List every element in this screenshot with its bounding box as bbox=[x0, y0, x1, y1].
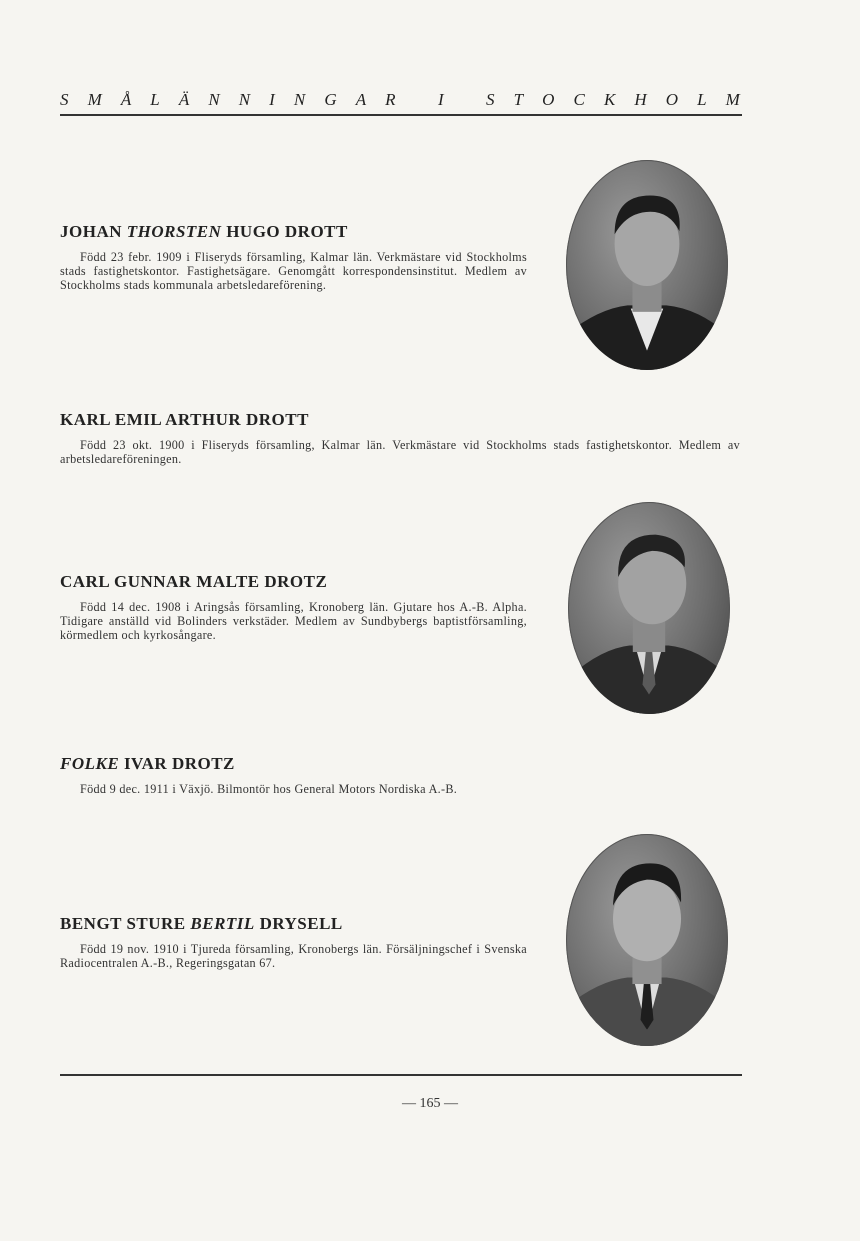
running-head-letter: L bbox=[150, 90, 160, 109]
running-head-letter: N bbox=[238, 90, 251, 109]
biography-entry bbox=[60, 754, 740, 796]
person-name bbox=[60, 222, 527, 242]
portrait-photo bbox=[568, 502, 730, 714]
name-part: BENGT STURE bbox=[60, 914, 191, 933]
running-head-letter: M bbox=[725, 90, 740, 109]
biography-entry bbox=[60, 410, 740, 466]
running-head-letter: R bbox=[385, 90, 396, 109]
name-part: CARL GUNNAR MALTE DROTZ bbox=[60, 572, 328, 591]
running-head-letter: Ä bbox=[178, 90, 190, 109]
running-head-letter: N bbox=[293, 90, 306, 109]
portrait-photo bbox=[566, 160, 728, 370]
running-head-letter: S bbox=[60, 90, 69, 109]
running-head-letter: L bbox=[697, 90, 707, 109]
name-part-called: THORSTEN bbox=[126, 222, 222, 241]
name-part-called: FOLKE bbox=[60, 754, 120, 773]
running-head-letter: A bbox=[355, 90, 367, 109]
running-head bbox=[60, 90, 740, 110]
portrait-figure-icon bbox=[566, 834, 728, 1046]
person-name bbox=[60, 754, 740, 774]
person-biography: Född 19 nov. 1910 i Tjureda församling, Kronobergs län. Försäljningschef i Svenska Radiocentralen A.-B., Regeringsgatan 67. bbox=[60, 942, 527, 970]
portrait-figure-icon bbox=[568, 502, 730, 714]
header-rule bbox=[60, 114, 742, 116]
running-head-letter: I bbox=[437, 90, 444, 109]
name-part: KARL EMIL ARTHUR DROTT bbox=[60, 410, 309, 429]
page-number: — 165 — bbox=[402, 1096, 458, 1111]
biography-entry bbox=[60, 914, 527, 970]
person-biography: Född 9 dec. 1911 i Växjö. Bilmontör hos General Motors Nordiska A.-B. bbox=[80, 782, 458, 796]
running-head-letter: I bbox=[269, 90, 275, 109]
running-head-letter: T bbox=[513, 90, 524, 109]
running-head-letter: K bbox=[603, 90, 616, 109]
name-part-called: BERTIL bbox=[190, 914, 255, 933]
running-head-letter: M bbox=[87, 90, 102, 109]
running-head-letter: N bbox=[208, 90, 220, 109]
running-head-letter: O bbox=[665, 90, 678, 109]
running-head-gap bbox=[415, 90, 419, 110]
biography-entry bbox=[60, 572, 527, 642]
running-head-letter: O bbox=[542, 90, 555, 109]
running-head-letter: S bbox=[486, 90, 495, 109]
running-head-letter: Å bbox=[120, 90, 132, 109]
running-head-letter: H bbox=[634, 90, 647, 109]
person-name bbox=[60, 572, 527, 592]
running-head-letter: G bbox=[324, 90, 337, 109]
portrait-figure-icon bbox=[566, 160, 728, 370]
person-biography: Född 23 okt. 1900 i Fliseryds församling, Kalmar län. Verkmästare vid Stockholms stads fastighetskontor. Medlem av arbetsledareföreningen. bbox=[60, 438, 740, 466]
person-biography: Född 14 dec. 1908 i Aringsås församling, Kronoberg län. Gjutare hos A.-B. Alpha. Tidigare anställd vid Bolinders verkstäder. Medlem av Sundbybergs baptistförsamling, körmedlem och kyrkosångare. bbox=[60, 600, 527, 642]
name-part: DRYSELL bbox=[254, 914, 343, 933]
name-part: IVAR DROTZ bbox=[119, 754, 235, 773]
person-biography: Född 23 febr. 1909 i Fliseryds församling, Kalmar län. Verkmästare vid Stockholms stads fastighetskontor. Fastighetsägare. Genomgått korrespondensinstitut. Medlem av Stockholms stads kommunala arbetsledareförening. bbox=[60, 250, 527, 292]
footer-rule bbox=[60, 1074, 742, 1076]
running-head-letter: C bbox=[573, 90, 585, 109]
name-part: HUGO DROTT bbox=[221, 222, 348, 241]
person-name bbox=[60, 410, 740, 430]
name-part: JOHAN bbox=[60, 222, 127, 241]
person-name bbox=[60, 914, 527, 934]
portrait-photo bbox=[566, 834, 728, 1046]
running-head-gap bbox=[463, 90, 467, 110]
biography-entry bbox=[60, 222, 527, 292]
